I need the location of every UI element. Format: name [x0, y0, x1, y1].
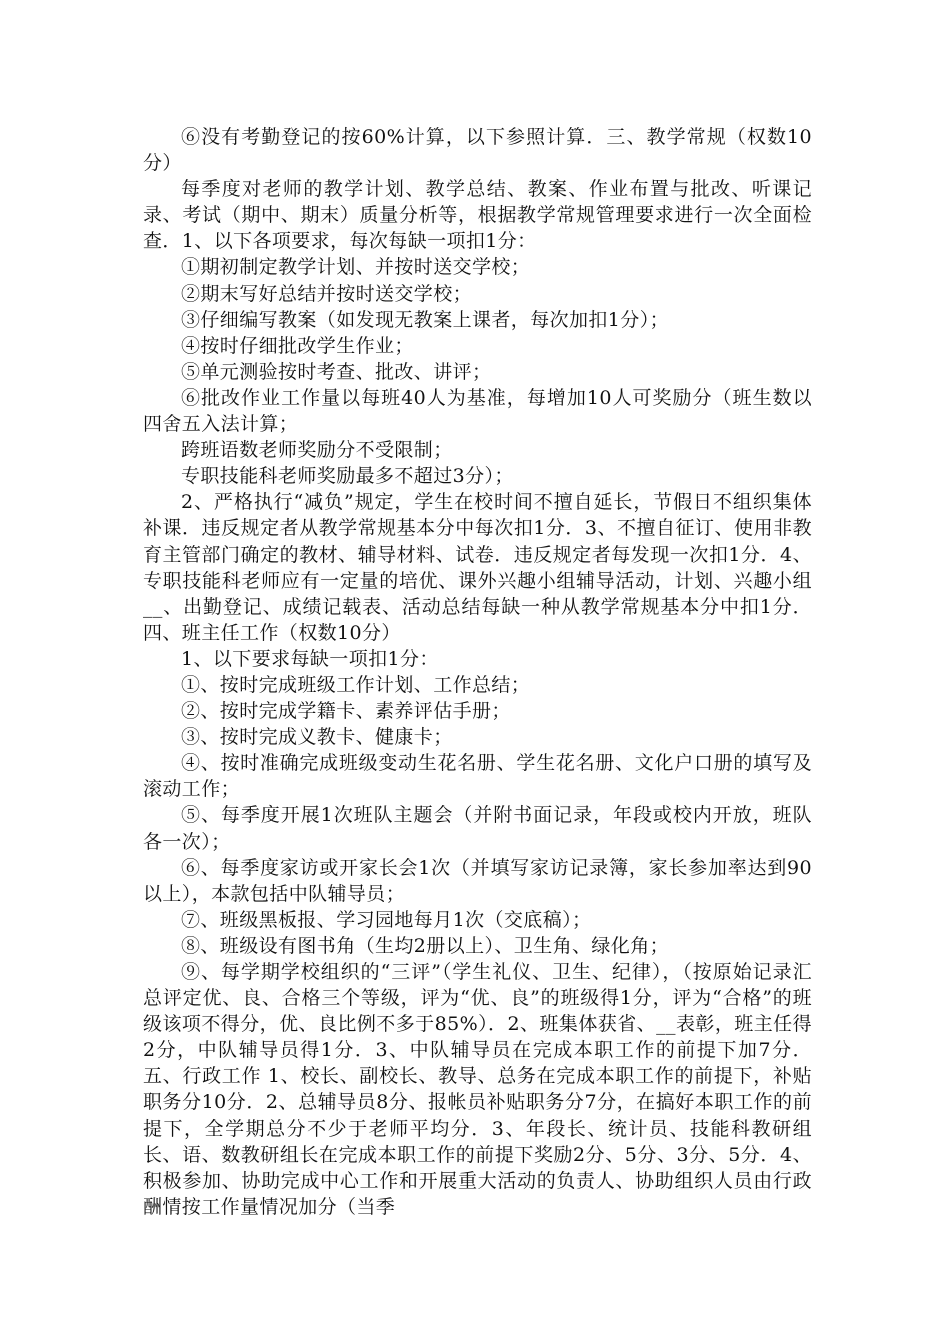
paragraph-burden-reduction: 2、严格执行“减负”规定，学生在校时间不擅自延长，节假日不组织集体补课．违反规定者从教学常规基本分中每次扣1分．3、不擅自征订、使用非教育主管部门确定的教材、辅导材料、试卷．违反规定者每发现一次扣1分．4、专职技能科老师应有一定量的培优、课外兴趣小组辅导活动，计划、兴趣小组__、出勤登记、成绩记载表、活动总结每缺一种从教学常规基本分中扣1分．四、班主任工作（权数10分）	[143, 491, 812, 644]
list-item: ②、按时完成学籍卡、素养评估手册；	[181, 700, 511, 723]
list-item: ⑤单元测验按时考查、批改、讲评；	[181, 360, 492, 383]
paragraph-attendance-rule: ⑥没有考勤登记的按60%计算，以下参照计算．三、教学常规（权数10分）	[143, 126, 812, 175]
list-item: 专职技能科老师奖励最多不超过3分）；	[181, 465, 514, 488]
list-item: ①期初制定教学计划、并按时送交学校；	[181, 256, 531, 279]
list-item: 跨班语数老师奖励分不受限制；	[181, 439, 453, 462]
paragraph-class-teacher-intro: 1、以下要求每缺一项扣1分：	[181, 647, 439, 670]
list-item: ⑦、班级黑板报、学习园地每月1次（交底稿）；	[181, 908, 592, 931]
list-item: ①、按时完成班级工作计划、工作总结；	[181, 673, 531, 696]
list-item: ③仔细编写教案（如发现无教案上课者，每次加扣1分）；	[181, 308, 669, 331]
list-item: ⑥、每季度家访或开家长会1次（并填写家访记录簿，家长参加率达到90以上），本款包括中队辅导员；	[143, 856, 812, 905]
list-item: ⑥批改作业工作量以每班40人为基准，每增加10人可奖励分（班生数以四舍五入法计算；	[143, 386, 812, 436]
list-item: ④、按时准确完成班级变动生花名册、学生花名册、文化户口册的填写及滚动工作；	[143, 752, 812, 801]
list-item: ⑧、班级设有图书角（生均2册以上）、卫生角、绿化角；	[181, 934, 669, 957]
paragraph-teaching-inspection: 每季度对老师的教学计划、教学总结、教案、作业布置与批改、听课记录、考试（期中、期末）质量分析等，根据教学常规管理要求进行一次全面检查．1、以下各项要求，每次每缺一项扣1分：	[143, 178, 812, 253]
list-item: ⑤、每季度开展1次班队主题会（并附书面记录，年段或校内开放，班队各一次）；	[143, 804, 812, 853]
list-item: ④按时仔细批改学生作业；	[181, 334, 414, 357]
list-item: ③、按时完成义教卡、健康卡；	[181, 726, 453, 749]
document-body	[143, 124, 812, 1220]
list-item: ②期末写好总结并按时送交学校；	[181, 282, 473, 305]
paragraph-three-evaluations-and-admin: ⑨、每学期学校组织的“三评”（学生礼仪、卫生、纪律），（按原始记录汇总评定优、良、合格三个等级，评为“优、良”的班级得1分，评为“合格”的班级该项不得分，优、良比例不多于85%）．2、班集体获省、__表彰，班主任得2分，中队辅导员得1分．3、中队辅导员在完成本职工作的前提下加7分．五、行政工作 1、校长、副校长、教导、总务在完成本职工作的前提下，补贴职务分10分．2、总辅导员8分、报帐员补贴职务分7分，在搞好本职工作的前提下，全学期总分不少于老师平均分．3、年段长、统计员、技能科教研组长、语、数教研组长在完成本职工作的前提下奖励2分、5分、3分、5分．4、积极参加、协助完成中心工作和开展重大活动的负责人、协助组织人员由行政酬情按工作量情况加分（当季	[143, 961, 812, 1218]
